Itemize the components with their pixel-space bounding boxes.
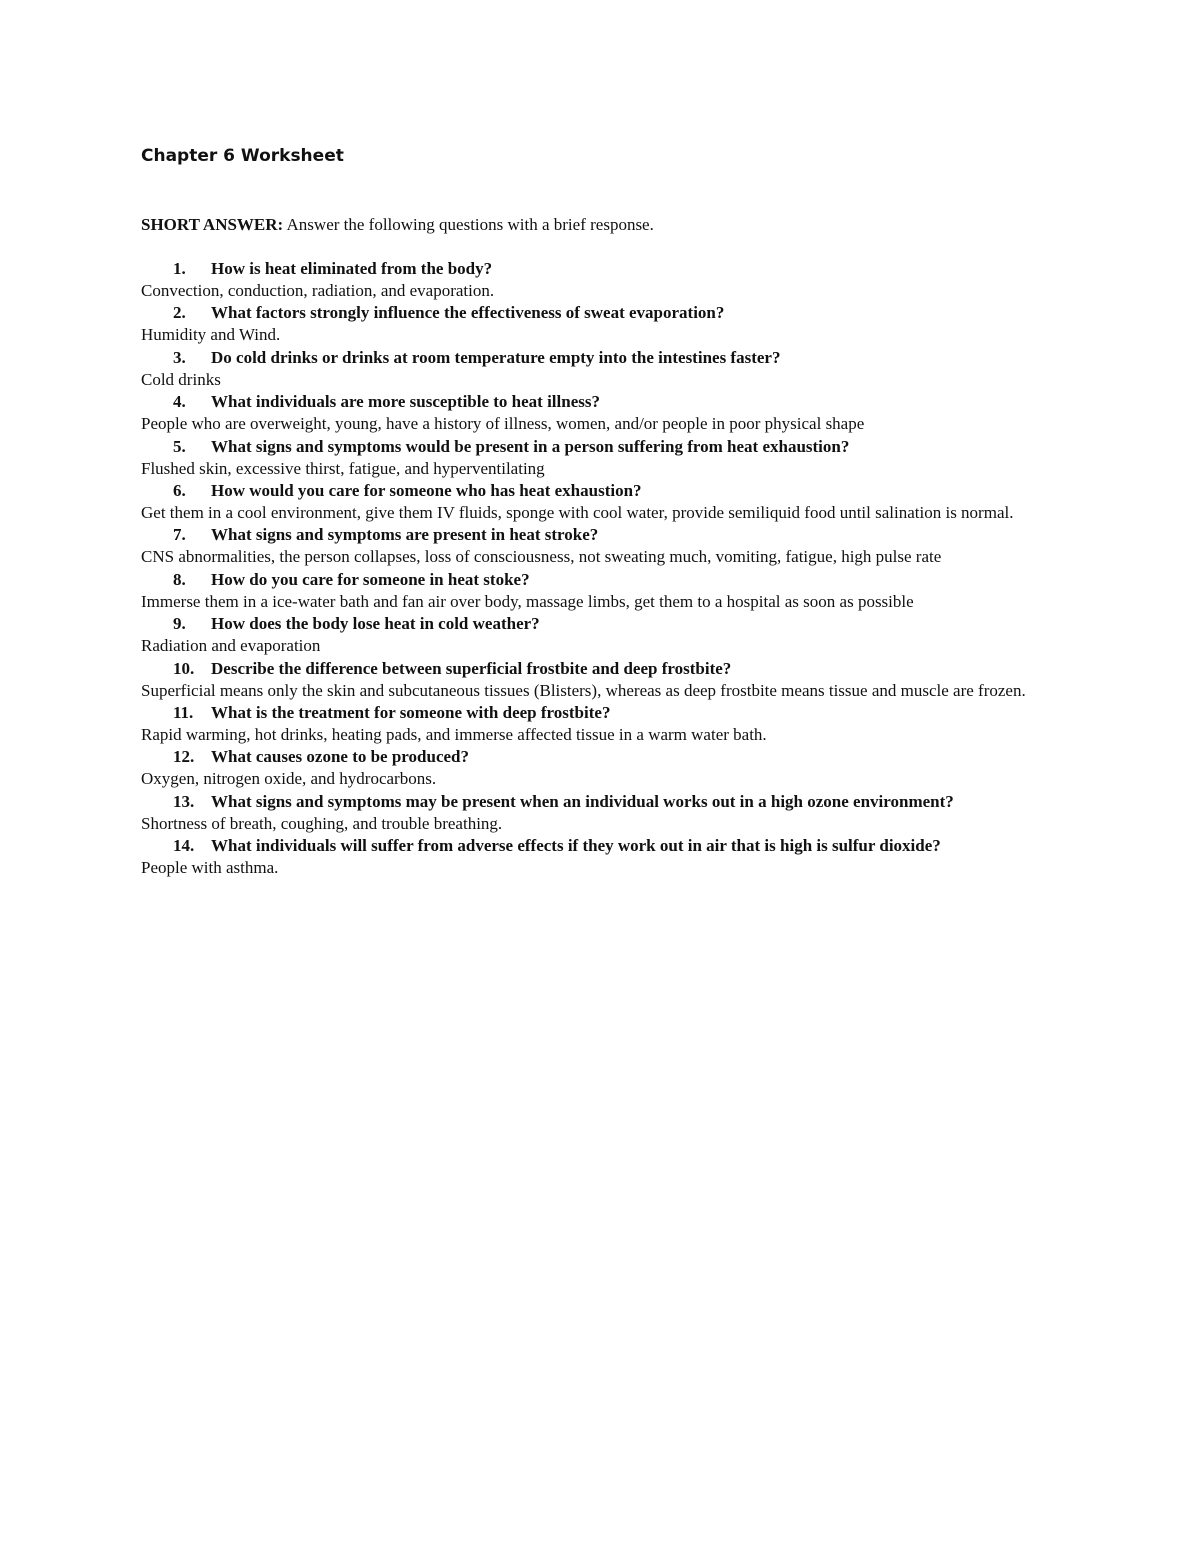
question	[141, 302, 1071, 324]
question	[141, 258, 1071, 280]
question	[141, 658, 1071, 680]
question-number: 11.	[173, 703, 194, 723]
question-number: 6.	[173, 481, 186, 501]
question-item	[141, 658, 1071, 702]
instructions-text: Answer the following questions with a brief response.	[283, 215, 654, 234]
question-item	[141, 258, 1071, 302]
answer-text: Cold drinks	[141, 369, 221, 389]
question	[141, 613, 1071, 635]
question-text: How would you care for someone who has heat exhaustion?	[211, 481, 642, 501]
question-item	[141, 436, 1071, 480]
question-item	[141, 746, 1071, 790]
document-title: Chapter 6 Worksheet	[141, 146, 344, 166]
question-text: What factors strongly influence the effectiveness of sweat evaporation?	[211, 303, 725, 323]
instructions	[141, 214, 1071, 236]
question-number: 14.	[173, 836, 195, 856]
question-text: What signs and symptoms are present in heat stroke?	[211, 525, 599, 545]
question-text: What individuals will suffer from adverse effects if they work out in air that is high is sulfur dioxide?	[211, 836, 941, 856]
answer-text: Shortness of breath, coughing, and trouble breathing.	[141, 813, 503, 833]
question-item	[141, 702, 1071, 746]
question-number: 10.	[173, 658, 195, 678]
question-text: Do cold drinks or drinks at room temperature empty into the intestines faster?	[211, 347, 781, 367]
answer-text: Oxygen, nitrogen oxide, and hydrocarbons.	[141, 769, 437, 789]
question-item	[141, 302, 1071, 346]
question-item	[141, 480, 1071, 524]
question-item	[141, 347, 1071, 391]
question	[141, 524, 1071, 546]
question-number: 8.	[173, 569, 186, 589]
question-text: What signs and symptoms would be present in a person suffering from heat exhaustion?	[211, 436, 850, 456]
question	[141, 569, 1071, 591]
question	[141, 746, 1071, 768]
question-text: What individuals are more susceptible to heat illness?	[211, 392, 600, 412]
question-text: What signs and symptoms may be present when an individual works out in a high ozone environment?	[211, 791, 954, 811]
answer-text: Flushed skin, excessive thirst, fatigue, and hyperventilating	[141, 458, 545, 478]
question-item	[141, 569, 1071, 613]
answer-text: Rapid warming, hot drinks, heating pads, and immerse affected tissue in a warm water bath.	[141, 725, 767, 745]
question-text: How is heat eliminated from the body?	[211, 259, 493, 278]
question	[141, 835, 1071, 857]
question-number: 12.	[173, 747, 195, 767]
question	[141, 702, 1071, 724]
question-number: 9.	[173, 614, 186, 634]
question-item	[141, 524, 1071, 568]
question-text: How does the body lose heat in cold weather?	[211, 614, 540, 634]
question-item	[141, 835, 1071, 879]
question-list	[141, 258, 1071, 880]
answer-text: People who are overweight, young, have a history of illness, women, and/or people in poor physical shape	[141, 414, 865, 434]
document-body	[141, 144, 1071, 880]
question-number: 5.	[173, 436, 186, 456]
question-number: 13.	[173, 791, 195, 811]
question-item	[141, 391, 1071, 435]
question-number: 4.	[173, 392, 186, 412]
answer-text: Humidity and Wind.	[141, 325, 281, 345]
question-number: 1.	[173, 259, 186, 278]
question-text: Describe the difference between superficial frostbite and deep frostbite?	[211, 658, 732, 678]
instructions-lead: SHORT ANSWER:	[141, 215, 284, 234]
question	[141, 347, 1071, 369]
answer-text: People with asthma.	[141, 858, 279, 878]
answer-text: Immerse them in a ice-water bath and fan air over body, massage limbs, get them to a hospital as soon as possible	[141, 591, 914, 611]
answer-text: Get them in a cool environment, give them IV fluids, sponge with cool water, provide semiliquid food until salination is normal.	[141, 503, 1014, 523]
question-text: What causes ozone to be produced?	[211, 747, 469, 767]
question	[141, 480, 1071, 502]
question	[141, 391, 1071, 413]
question	[141, 791, 1071, 813]
question-item	[141, 613, 1071, 657]
question-item	[141, 791, 1071, 835]
question-number: 3.	[173, 347, 186, 367]
question-number: 2.	[173, 303, 186, 323]
answer-text: Radiation and evaporation	[141, 636, 321, 656]
question-number: 7.	[173, 525, 186, 545]
question-text: What is the treatment for someone with deep frostbite?	[211, 703, 611, 723]
answer-text: Convection, conduction, radiation, and evaporation.	[141, 281, 495, 300]
answer-text: CNS abnormalities, the person collapses, loss of consciousness, not sweating much, vomiting, fatigue, high pulse rate	[141, 547, 942, 567]
question-text: How do you care for someone in heat stoke?	[211, 569, 530, 589]
question	[141, 436, 1071, 458]
answer-text: Superficial means only the skin and subcutaneous tissues (Blisters), whereas as deep frostbite means tissue and muscle are frozen.	[141, 680, 1026, 700]
